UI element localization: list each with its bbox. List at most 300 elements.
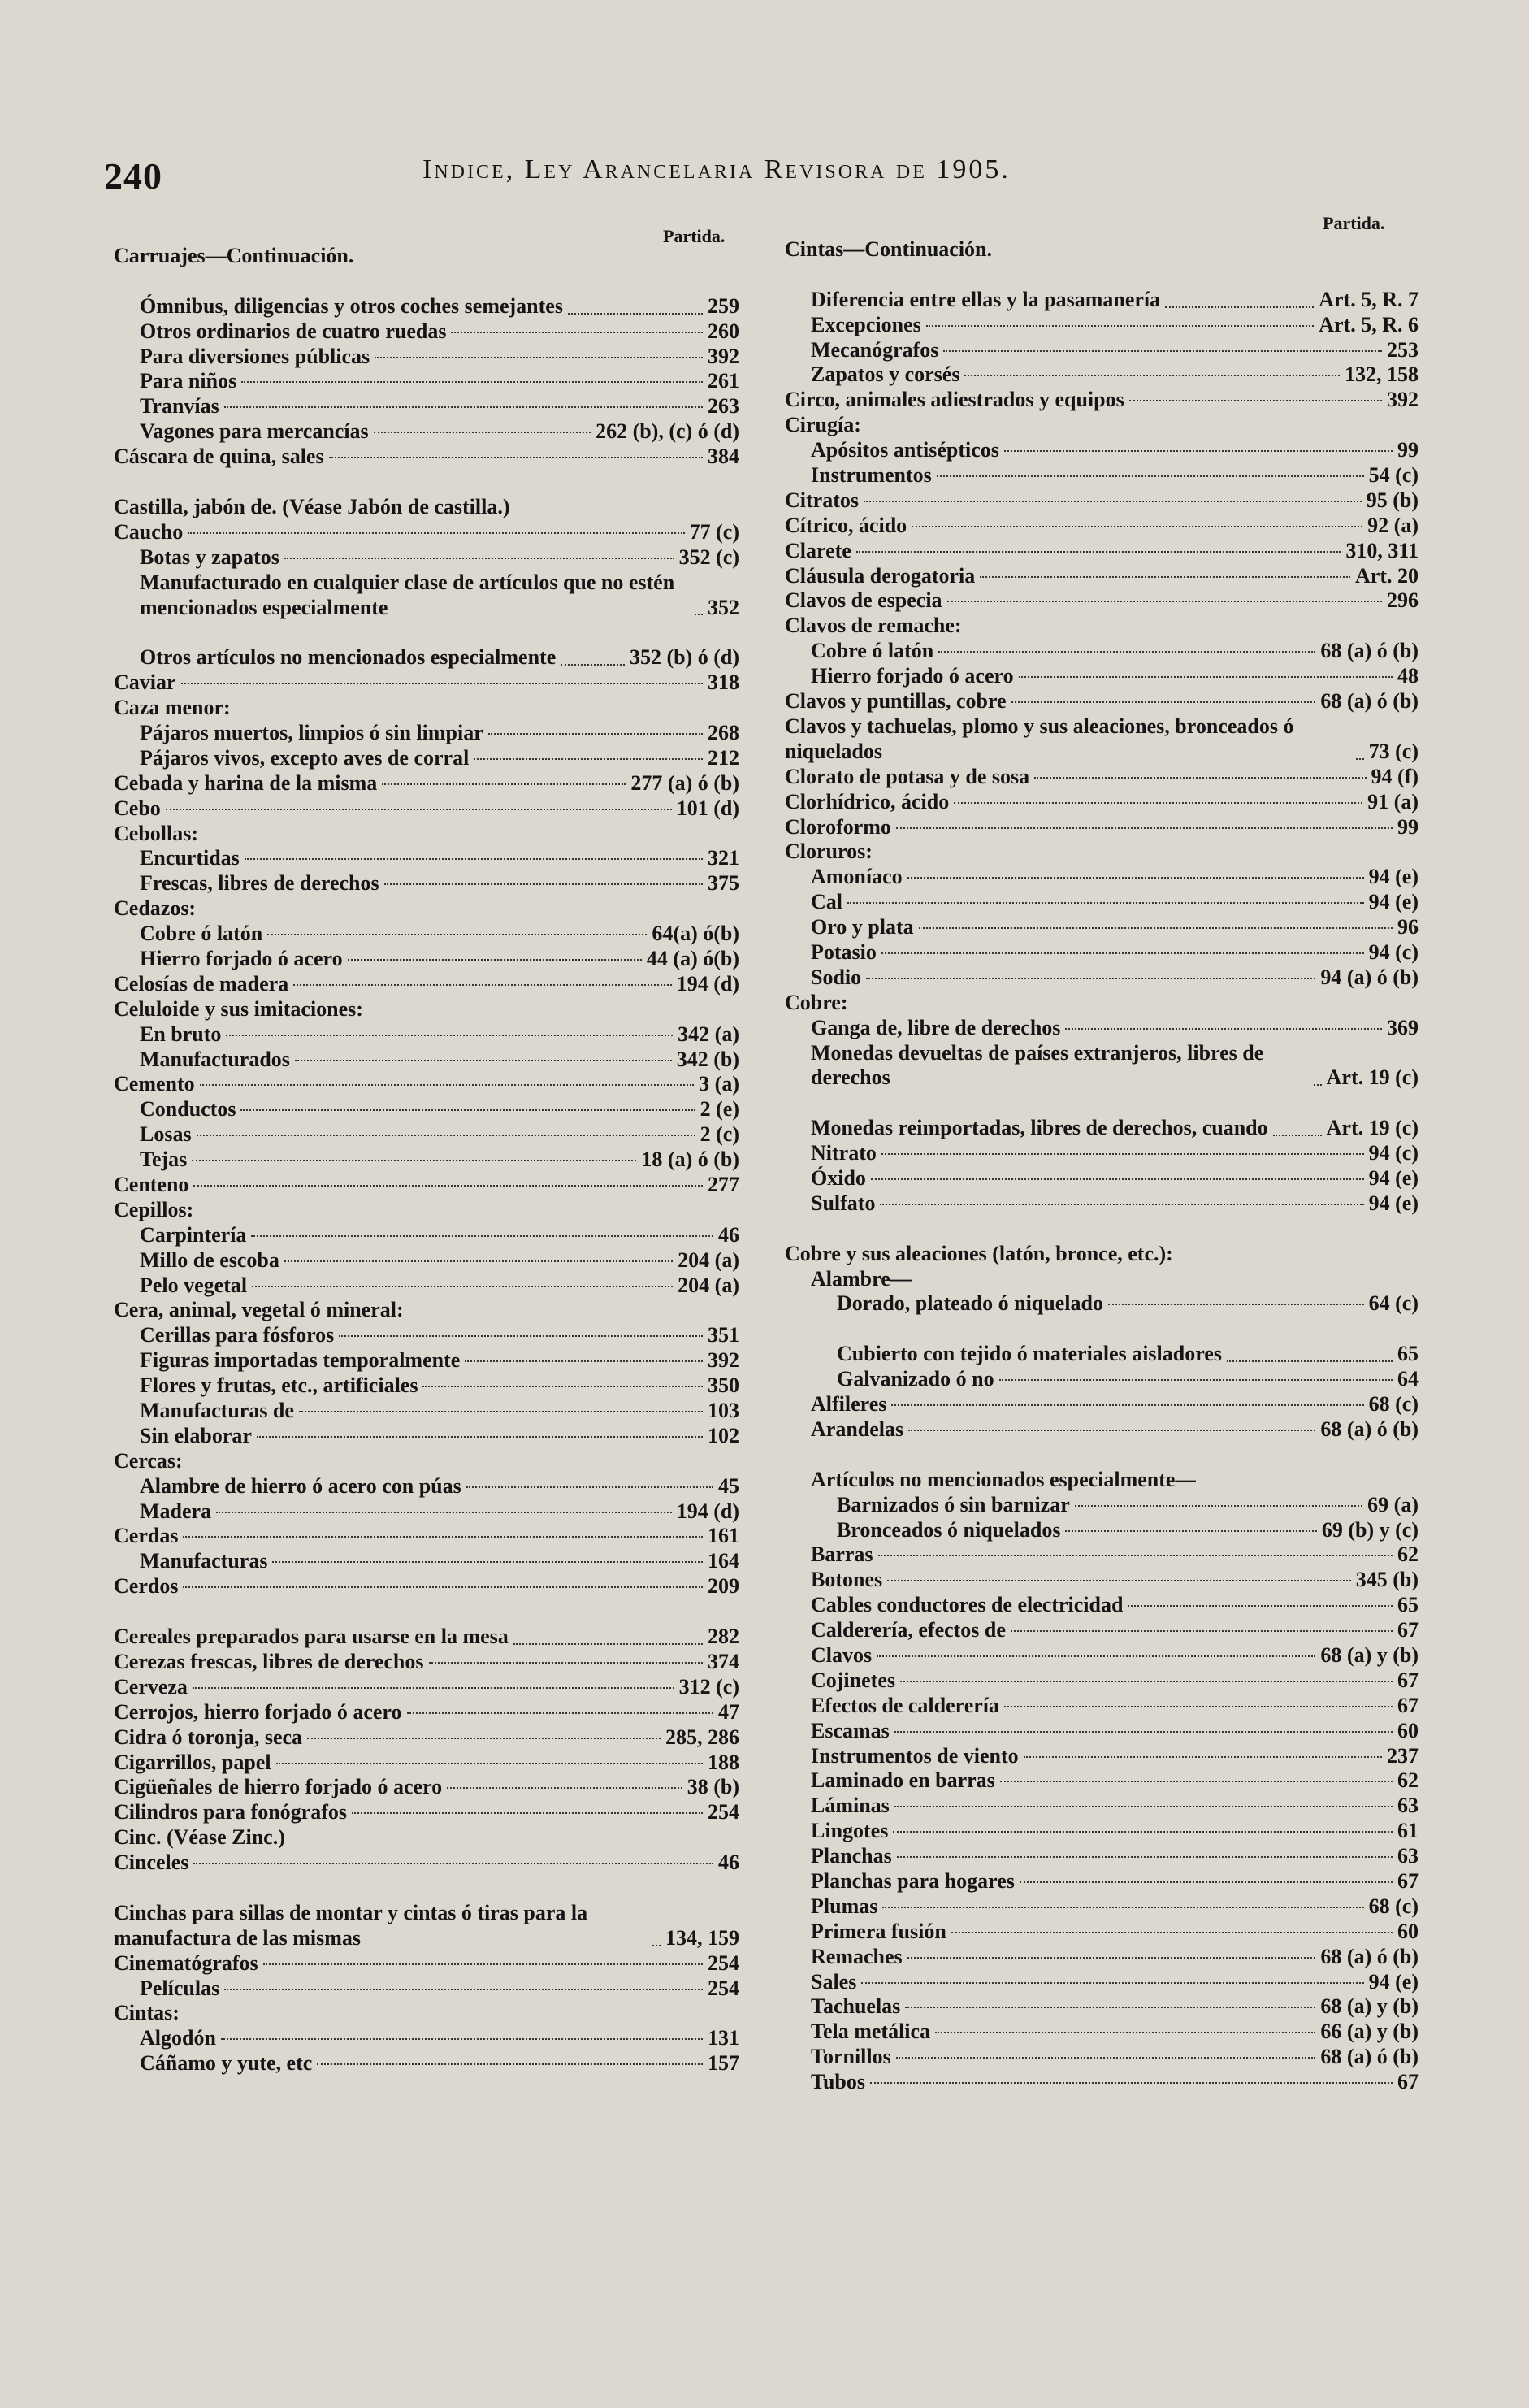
index-entry <box>785 1794 1419 1819</box>
entry-reference: Art. 5, R. 6 <box>1319 312 1419 336</box>
entry-reference: 352 <box>708 595 739 619</box>
entry-label: Centeno <box>114 1173 189 1197</box>
dot-leader <box>847 902 1364 904</box>
entry-label: Instrumentos de viento <box>811 1743 1019 1768</box>
index-entry <box>114 1148 739 1173</box>
index-entry <box>785 438 1419 463</box>
dot-leader <box>352 1812 703 1814</box>
entry-label: Madera <box>140 1499 212 1523</box>
dot-leader <box>226 1035 673 1036</box>
index-entry <box>785 1217 1419 1267</box>
entry-reference: 46 <box>718 1850 739 1875</box>
left-index-column <box>114 244 739 2076</box>
dot-leader <box>382 783 626 785</box>
entry-label: Cintas—Continuación. <box>785 237 992 261</box>
index-entry <box>785 639 1419 664</box>
index-entry <box>114 846 739 871</box>
dot-leader <box>295 1060 672 1061</box>
index-entry <box>785 790 1419 815</box>
index-entry <box>114 696 739 721</box>
entry-reference: 375 <box>708 871 739 896</box>
entry-reference: 268 <box>708 720 739 744</box>
entry-reference: 45 <box>718 1473 739 1498</box>
entry-label: Hierro forjado ó acero <box>140 947 343 970</box>
index-entry <box>785 714 1419 765</box>
entry-reference: 2 (e) <box>700 1097 739 1122</box>
index-entry <box>785 539 1419 564</box>
entry-label: Manufacturas <box>140 1549 268 1573</box>
entry-reference: 68 (a) y (b) <box>1320 1642 1419 1667</box>
entry-reference: 64 (c) <box>1368 1291 1419 1316</box>
index-entry <box>114 445 739 470</box>
entry-reference: 96 <box>1397 915 1419 939</box>
index-entry <box>114 545 739 571</box>
entry-reference: 65 <box>1397 1593 1419 1617</box>
dot-leader <box>881 952 1364 954</box>
entry-reference: 263 <box>708 394 739 419</box>
index-entry <box>114 1373 739 1399</box>
index-entry <box>785 2045 1419 2070</box>
index-entry <box>114 1574 739 1599</box>
entry-reference: 92 (a) <box>1367 513 1419 537</box>
entry-label: Amoníaco <box>811 865 903 889</box>
entry-label: Instrumentos <box>811 463 932 488</box>
dot-leader <box>513 1643 703 1645</box>
entry-reference: 64(a) ó(b) <box>652 922 739 946</box>
entry-label: Pelo vegetal <box>140 1273 248 1297</box>
entry-reference: 374 <box>708 1649 739 1673</box>
entry-reference: 254 <box>708 1976 739 2000</box>
index-entry <box>785 1618 1419 1643</box>
entry-label: Cáscara de quina, sales <box>114 445 324 469</box>
entry-label: Escamas <box>811 1718 890 1742</box>
entry-label: Hierro forjado ó acero <box>811 664 1014 688</box>
entry-reference: 47 <box>718 1699 739 1724</box>
entry-reference: 253 <box>1387 337 1419 362</box>
index-entry <box>785 1091 1419 1141</box>
entry-label: Cera, animal, vegetal ó mineral: <box>114 1298 404 1322</box>
entry-label: Pájaros muertos, limpios ó sin limpiar <box>140 720 483 744</box>
entry-label: En bruto <box>140 1022 222 1046</box>
dot-leader <box>1227 1360 1393 1362</box>
entry-label: Vagones para mercancías <box>140 419 369 444</box>
dot-leader <box>894 1731 1393 1733</box>
entry-label: Cerveza <box>114 1674 188 1699</box>
index-entry <box>114 1173 739 1198</box>
index-entry <box>785 588 1419 614</box>
dot-leader <box>954 802 1362 804</box>
entry-label: Alambre— <box>811 1266 912 1291</box>
index-entry <box>114 470 739 520</box>
index-entry <box>114 244 739 269</box>
index-entry <box>114 319 739 345</box>
dot-leader <box>871 1178 1364 1180</box>
entry-reference: 69 (a) <box>1367 1492 1419 1516</box>
index-entry <box>114 1700 739 1725</box>
dot-leader <box>193 1185 703 1187</box>
entry-reference: 60 <box>1397 1718 1419 1742</box>
entry-label: Planchas <box>811 1844 892 1868</box>
entry-label: Clavos y puntillas, cobre <box>785 689 1007 714</box>
dot-leader <box>429 1662 704 1664</box>
dot-leader <box>1356 758 1364 760</box>
entry-label: Clavos de especia <box>785 588 942 613</box>
entry-label: Cemento <box>114 1072 195 1096</box>
dot-leader <box>348 959 642 961</box>
entry-label: Tela metálica <box>811 2020 931 2044</box>
page-number: 240 <box>104 155 162 197</box>
index-entry <box>785 1191 1419 1217</box>
dot-leader <box>870 2082 1393 2084</box>
entry-label: Alfileres <box>811 1392 887 1417</box>
entry-label: Celuloide y sus imitaciones: <box>114 996 363 1021</box>
dot-leader <box>1024 1756 1382 1758</box>
index-entry <box>114 997 739 1022</box>
index-entry <box>114 1399 739 1424</box>
entry-label: Efectos de calderería <box>811 1693 999 1717</box>
index-entry <box>785 1920 1419 1945</box>
entry-label: Manufacturas de <box>140 1399 294 1423</box>
index-entry <box>114 771 739 796</box>
index-entry <box>785 1894 1419 1920</box>
entry-label: Tubos <box>811 2070 865 2094</box>
dot-leader <box>267 934 647 935</box>
dot-leader <box>864 501 1362 502</box>
entry-label: Cerillas para fósforos <box>140 1323 335 1347</box>
dot-leader <box>181 683 703 684</box>
dot-leader <box>1020 1881 1393 1883</box>
dot-leader <box>877 1655 1315 1657</box>
dot-leader <box>447 1787 682 1789</box>
entry-reference: 342 (a) <box>678 1022 739 1046</box>
index-entry <box>785 840 1419 865</box>
entry-reference: 64 <box>1397 1367 1419 1391</box>
entry-label: Cubierto con tejido ó materiales aisladores <box>837 1342 1222 1366</box>
entry-label: Clavos y tachuelas, plomo y sus aleaciones, bronceados ó niquelados <box>785 714 1294 763</box>
entry-reference: 310, 311 <box>1345 538 1419 562</box>
entry-label: Botas y zapatos <box>140 545 279 569</box>
index-entry <box>114 1022 739 1048</box>
entry-label: Para niños <box>140 369 237 393</box>
dot-leader <box>980 576 1350 578</box>
index-entry <box>785 1568 1419 1593</box>
entry-label: Cercas: <box>114 1448 183 1473</box>
dot-leader <box>339 1335 703 1337</box>
entry-reference: 94 (e) <box>1368 1969 1419 1994</box>
entry-label: Primera fusión <box>811 1919 946 1943</box>
dot-leader <box>951 1932 1393 1933</box>
dot-leader <box>926 325 1314 327</box>
index-entry <box>785 1443 1419 1493</box>
entry-reference: Art. 19 (c) <box>1326 1116 1419 1140</box>
dot-leader <box>272 1561 703 1563</box>
entry-reference: 62 <box>1397 1542 1419 1567</box>
entry-reference: 94 (f) <box>1371 764 1419 788</box>
dot-leader <box>183 1536 703 1538</box>
entry-label: Planchas para hogares <box>811 1869 1015 1893</box>
entry-reference: 99 <box>1397 438 1419 462</box>
index-entry <box>114 520 739 545</box>
index-entry <box>785 514 1419 539</box>
index-entry <box>114 1850 739 1876</box>
entry-label: Citratos <box>785 488 859 512</box>
dot-leader <box>935 2032 1315 2033</box>
entry-label: Oro y plata <box>811 915 914 939</box>
entry-reference: 157 <box>708 2051 739 2076</box>
dot-leader <box>1065 1530 1316 1532</box>
entry-label: Calderería, efectos de <box>811 1618 1006 1642</box>
entry-label: Manufacturados <box>140 1047 290 1071</box>
entry-reference: 67 <box>1397 1693 1419 1717</box>
index-entry <box>114 394 739 419</box>
dot-leader <box>188 532 684 534</box>
dot-leader <box>193 1863 713 1864</box>
entry-reference: 277 <box>708 1173 739 1197</box>
entry-label: Óxido <box>811 1166 866 1191</box>
dot-leader <box>474 758 703 760</box>
entry-reference: 237 <box>1387 1743 1419 1768</box>
index-entry <box>785 1643 1419 1668</box>
index-entry <box>114 822 739 847</box>
index-entry <box>785 1267 1419 1292</box>
index-entry <box>785 664 1419 689</box>
entry-reference: 46 <box>718 1222 739 1247</box>
entry-reference: 63 <box>1397 1844 1419 1868</box>
dot-leader <box>299 1411 703 1412</box>
entry-label: Encurtidas <box>140 846 240 870</box>
entry-reference: 342 (b) <box>676 1047 739 1071</box>
entry-reference: 132, 158 <box>1345 362 1419 387</box>
right-index-column <box>785 237 1419 2095</box>
entry-reference: 66 (a) y (b) <box>1320 2020 1419 2044</box>
index-entry <box>114 1449 739 1474</box>
entry-label: Caza menor: <box>114 696 231 720</box>
entry-reference: 194 (d) <box>676 1499 739 1523</box>
entry-reference: 18 (a) ó (b) <box>641 1148 739 1172</box>
index-entry <box>785 1768 1419 1794</box>
index-entry <box>785 488 1419 514</box>
entry-reference: 188 <box>708 1750 739 1774</box>
dot-leader <box>878 1555 1393 1556</box>
entry-reference: 68 (a) ó (b) <box>1320 1417 1419 1441</box>
index-entry <box>114 871 739 896</box>
entry-reference: 204 (a) <box>678 1247 739 1272</box>
dot-leader <box>861 1982 1363 1984</box>
index-entry <box>114 2051 739 2076</box>
index-entry <box>785 1844 1419 1869</box>
entry-reference: 254 <box>708 1950 739 1975</box>
entry-reference: 212 <box>708 745 739 770</box>
entry-label: Cepillos: <box>114 1197 194 1221</box>
entry-reference: 131 <box>708 2026 739 2050</box>
dot-leader <box>964 375 1340 376</box>
index-entry <box>785 1367 1419 1392</box>
index-entry <box>785 689 1419 714</box>
entry-label: Cinchas para sillas de montar y cintas ó tiras para la manufactura de las mismas <box>114 1900 588 1950</box>
dot-leader <box>912 526 1362 527</box>
index-entry <box>785 1493 1419 1518</box>
entry-reference: 73 (c) <box>1368 739 1419 763</box>
entry-reference: 61 <box>1397 1819 1419 1843</box>
dot-leader <box>241 381 703 383</box>
entry-reference: 99 <box>1397 814 1419 839</box>
dot-leader <box>947 601 1382 602</box>
entry-reference: 103 <box>708 1399 739 1423</box>
index-entry <box>785 564 1419 589</box>
entry-reference: 134, 159 <box>665 1925 739 1950</box>
entry-reference: 68 (a) ó (b) <box>1320 639 1419 663</box>
entry-label: Zapatos y corsés <box>811 362 960 387</box>
dot-leader <box>317 2063 703 2065</box>
entry-reference: 67 <box>1397 1869 1419 1893</box>
index-entry <box>114 1549 739 1574</box>
dot-leader <box>245 858 703 860</box>
entry-label: Cedazos: <box>114 896 197 921</box>
dot-leader <box>284 558 674 559</box>
entry-label: Clavos <box>811 1642 873 1667</box>
entry-label: Figuras importadas temporalmente <box>140 1348 461 1373</box>
dot-leader <box>897 1856 1393 1858</box>
entry-label: Cilindros para fonógrafos <box>114 1800 347 1824</box>
entry-label: Cobre y sus aleaciones (latón, bronce, etc.): <box>785 1241 1173 1265</box>
entry-label: Clorhídrico, ácido <box>785 789 950 814</box>
index-entry <box>114 1122 739 1148</box>
entry-reference: 352 (b) ó (d) <box>629 645 739 670</box>
dot-leader <box>1108 1304 1364 1305</box>
index-entry <box>114 1048 739 1073</box>
entry-label: Cobre ó latón <box>140 922 263 946</box>
dot-leader <box>1034 777 1366 779</box>
entry-label: Carruajes—Continuación. <box>114 244 354 267</box>
entry-reference: 262 (b), (c) ó (d) <box>596 419 739 444</box>
entry-label: Caviar <box>114 670 176 695</box>
entry-reference: 54 (c) <box>1368 463 1419 488</box>
entry-reference: 94 (e) <box>1368 865 1419 889</box>
index-entry <box>785 965 1419 991</box>
index-entry <box>785 1694 1419 1719</box>
entry-label: Tachuelas <box>811 1994 901 2019</box>
index-entry <box>114 972 739 997</box>
index-entry <box>785 1542 1419 1568</box>
entry-label: Cloroformo <box>785 814 891 839</box>
index-entry <box>785 1819 1419 1844</box>
dot-leader <box>224 406 703 408</box>
entry-reference: 94 (e) <box>1368 1191 1419 1215</box>
entry-reference: Art. 19 (c) <box>1326 1065 1419 1090</box>
entry-reference: 285, 286 <box>665 1725 739 1749</box>
entry-label: Potasio <box>811 939 877 964</box>
entry-label: Nitrato <box>811 1141 877 1165</box>
dot-leader <box>943 350 1382 352</box>
index-entry <box>114 896 739 922</box>
entry-label: Otros ordinarios de cuatro ruedas <box>140 319 447 343</box>
entry-reference: Art. 5, R. 7 <box>1319 287 1419 311</box>
index-entry <box>114 1298 739 1323</box>
entry-reference: 68 (c) <box>1368 1894 1419 1918</box>
entry-reference: 352 (c) <box>678 545 739 569</box>
dot-leader <box>192 1160 636 1161</box>
index-entry <box>785 413 1419 438</box>
entry-label: Monedas reimportadas, libres de derechos, cuando <box>811 1116 1268 1140</box>
dot-leader <box>1019 676 1393 678</box>
entry-label: Tranvías <box>140 394 219 419</box>
entry-label: Algodón <box>140 2026 216 2050</box>
entry-reference: 318 <box>708 670 739 695</box>
dot-leader <box>251 1235 713 1237</box>
entry-reference: 63 <box>1397 1794 1419 1818</box>
entry-label: Cables conductores de electricidad <box>811 1593 1124 1617</box>
entry-reference: 261 <box>708 369 739 393</box>
entry-label: Películas <box>140 1976 220 2000</box>
entry-reference: 392 <box>708 1348 739 1373</box>
entry-label: Manufacturado en cualquier clase de artículos que no estén mencionados especialmente <box>140 570 675 619</box>
entry-label: Sodio <box>811 965 862 989</box>
dot-leader <box>276 1763 703 1764</box>
dot-leader <box>193 1687 674 1689</box>
entry-label: Cebollas: <box>114 821 198 845</box>
index-entry <box>114 269 739 319</box>
entry-label: Cereales preparados para usarse en la mesa <box>114 1625 509 1649</box>
entry-label: Alambre de hierro ó acero con púas <box>140 1473 461 1498</box>
entry-label: Sales <box>811 1969 857 1994</box>
index-entry <box>785 388 1419 413</box>
entry-label: Cáñamo y yute, etc <box>140 2051 313 2076</box>
entry-reference: 91 (a) <box>1367 789 1419 814</box>
entry-reference: 209 <box>708 1574 739 1599</box>
entry-label: Carpintería <box>140 1222 247 1247</box>
entry-reference: 101 (d) <box>676 796 739 820</box>
entry-label: Monedas devueltas de países extranjeros, libres de derechos <box>811 1040 1264 1090</box>
dot-leader <box>1165 306 1314 308</box>
index-entry <box>114 1499 739 1525</box>
entry-reference: 260 <box>708 319 739 343</box>
dot-leader <box>240 1109 695 1111</box>
entry-reference: 351 <box>708 1323 739 1347</box>
entry-reference: 77 (c) <box>689 519 739 544</box>
entry-label: Laminado en barras <box>811 1768 995 1793</box>
dot-leader <box>896 2057 1316 2059</box>
dot-leader <box>252 1286 673 1287</box>
index-entry <box>785 1970 1419 1995</box>
entry-label: Cinceles <box>114 1850 189 1875</box>
dot-leader <box>905 2007 1315 2008</box>
dot-leader <box>329 457 703 458</box>
index-entry <box>785 1417 1419 1443</box>
index-entry <box>785 1141 1419 1166</box>
entry-label: Remaches <box>811 1944 903 1968</box>
entry-reference: 67 <box>1397 2070 1419 2094</box>
dot-leader <box>293 984 672 986</box>
index-entry <box>785 362 1419 388</box>
dot-leader <box>263 1963 703 1965</box>
entry-reference: 350 <box>708 1373 739 1398</box>
entry-label: Clavos de remache: <box>785 614 962 638</box>
dot-leader <box>893 1831 1393 1833</box>
dot-leader <box>652 1945 661 1946</box>
entry-reference: 102 <box>708 1423 739 1447</box>
entry-label: Flores y frutas, etc., artificiales <box>140 1373 418 1398</box>
dot-leader <box>284 1260 673 1262</box>
entry-label: Cebada y harina de la misma <box>114 770 378 795</box>
index-entry <box>785 890 1419 915</box>
entry-label: Cláusula derogatoria <box>785 563 976 588</box>
dot-leader <box>407 1712 713 1714</box>
dot-leader <box>1129 400 1382 401</box>
entry-reference: 312 (c) <box>678 1674 739 1699</box>
dot-leader <box>891 1404 1363 1406</box>
entry-label: Losas <box>140 1122 192 1147</box>
right-column-label: Partida. <box>1323 213 1385 233</box>
